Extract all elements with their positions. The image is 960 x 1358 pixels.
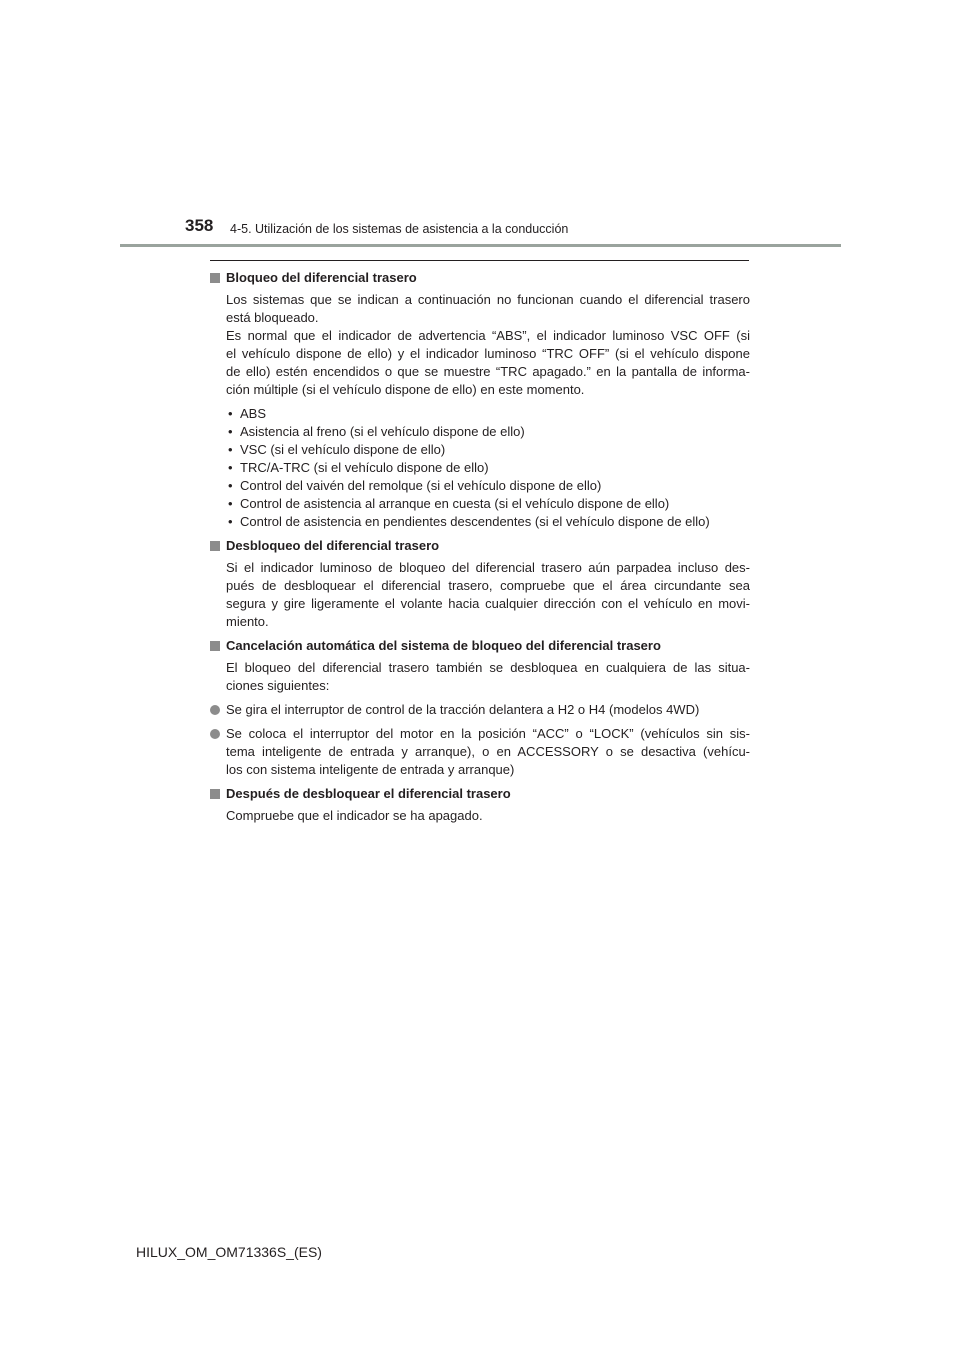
list-item-text: TRC/A-TRC (si el vehículo dispone de ello) [240, 460, 489, 475]
section-rear-diff-unlock [210, 537, 750, 631]
paragraph-line: segura y gire ligeramente el volante hacia cualquier dirección con el vehículo en movi- [226, 596, 750, 611]
list-item-text: Control de asistencia en pendientes descendentes (si el vehículo dispone de ello) [240, 514, 710, 529]
condition-item [210, 701, 750, 719]
section-heading [210, 537, 750, 555]
paragraph [226, 559, 750, 631]
page-number: 358 [185, 216, 214, 235]
list-item-text: Asistencia al freno (si el vehículo dispone de ello) [240, 424, 525, 439]
condition-line: los con sistema inteligente de entrada y arranque) [226, 762, 515, 777]
section-heading [210, 269, 750, 287]
paragraph-line: Es normal que el indicador de advertencia “ABS”, el indicador luminoso VSC OFF (si [226, 328, 750, 343]
bullet-dot-icon: • [228, 424, 233, 439]
list-item-text: Control del vaivén del remolque (si el vehículo dispone de ello) [240, 478, 602, 493]
section-heading [210, 637, 750, 655]
square-bullet-icon [210, 541, 220, 551]
section-auto-cancel [210, 637, 750, 779]
bullet-dot-icon: • [228, 460, 233, 475]
circle-bullet-icon [210, 705, 220, 715]
condition-item [210, 725, 750, 779]
section-rear-diff-lock [210, 269, 750, 531]
list-item [226, 423, 750, 441]
list-item-text: ABS [240, 406, 267, 421]
paragraph-line: ciones siguientes: [226, 678, 330, 693]
paragraph-line: miento. [226, 614, 269, 629]
bullet-dot-icon: • [228, 514, 233, 529]
square-bullet-icon [210, 273, 220, 283]
heading-text: Después de desbloquear el diferencial trasero [226, 786, 511, 801]
list-item [226, 495, 750, 513]
square-bullet-icon [210, 789, 220, 799]
paragraph-line: Compruebe que el indicador se ha apagado. [226, 808, 483, 823]
document-code: HILUX_OM_OM71336S_(ES) [136, 1244, 322, 1260]
list-item-text: VSC (si el vehículo dispone de ello) [240, 442, 446, 457]
paragraph-line: pués de desbloquear el diferencial trasero, compruebe que el área circundante sea [226, 578, 750, 593]
circle-bullet-icon [210, 729, 220, 739]
paragraph-line: está bloqueado. [226, 310, 319, 325]
list-item [226, 459, 750, 477]
condition-line: tema inteligente de entrada y arranque), o en ACCESSORY o se desactiva (vehícu- [226, 744, 750, 759]
section-after-unlock [210, 785, 750, 825]
condition-line: Se coloca el interruptor del motor en la posición “ACC” o “LOCK” (vehículos sin sis- [226, 726, 750, 741]
paragraph-line: Si el indicador luminoso de bloqueo del diferencial trasero aún parpadea incluso des- [226, 560, 750, 575]
list-item [226, 477, 750, 495]
paragraph-line: el vehículo dispone de ello) y el indicador luminoso “TRC OFF” (si el vehículo dispone [226, 346, 750, 361]
bullet-dot-icon: • [228, 496, 233, 511]
list-item-text: Control de asistencia al arranque en cuesta (si el vehículo dispone de ello) [240, 496, 670, 511]
paragraph-line: El bloqueo del diferencial trasero también se desbloquea en cualquiera de las situa- [226, 660, 750, 675]
heading-text: Cancelación automática del sistema de bloqueo del diferencial trasero [226, 638, 661, 653]
paragraph [226, 291, 750, 399]
condition-line: Se gira el interruptor de control de la tracción delantera a H2 o H4 (modelos 4WD) [226, 702, 700, 717]
paragraph [226, 659, 750, 695]
section-heading [210, 785, 750, 803]
content-rule [210, 260, 749, 261]
list-item [226, 513, 750, 531]
bullet-dot-icon: • [228, 478, 233, 493]
list-item [226, 405, 750, 423]
header-rule [120, 244, 841, 247]
section-title: 4-5. Utilización de los sistemas de asistencia a la conducción [230, 222, 569, 236]
paragraph-line: de ello) estén encendidos o que se muestre “TRC apagado.” en la pantalla de informa- [226, 364, 750, 379]
paragraph [226, 807, 750, 825]
paragraph-line: Los sistemas que se indican a continuación no funcionan cuando el diferencial trasero [226, 292, 750, 307]
bullet-dot-icon: • [228, 406, 233, 421]
list-item [226, 441, 750, 459]
square-bullet-icon [210, 641, 220, 651]
heading-text: Bloqueo del diferencial trasero [226, 270, 417, 285]
bullet-dot-icon: • [228, 442, 233, 457]
paragraph-line: ción múltiple (si el vehículo dispone de ello) en este momento. [226, 382, 585, 397]
heading-text: Desbloqueo del diferencial trasero [226, 538, 440, 553]
page-content [210, 269, 750, 831]
system-list [226, 405, 750, 531]
